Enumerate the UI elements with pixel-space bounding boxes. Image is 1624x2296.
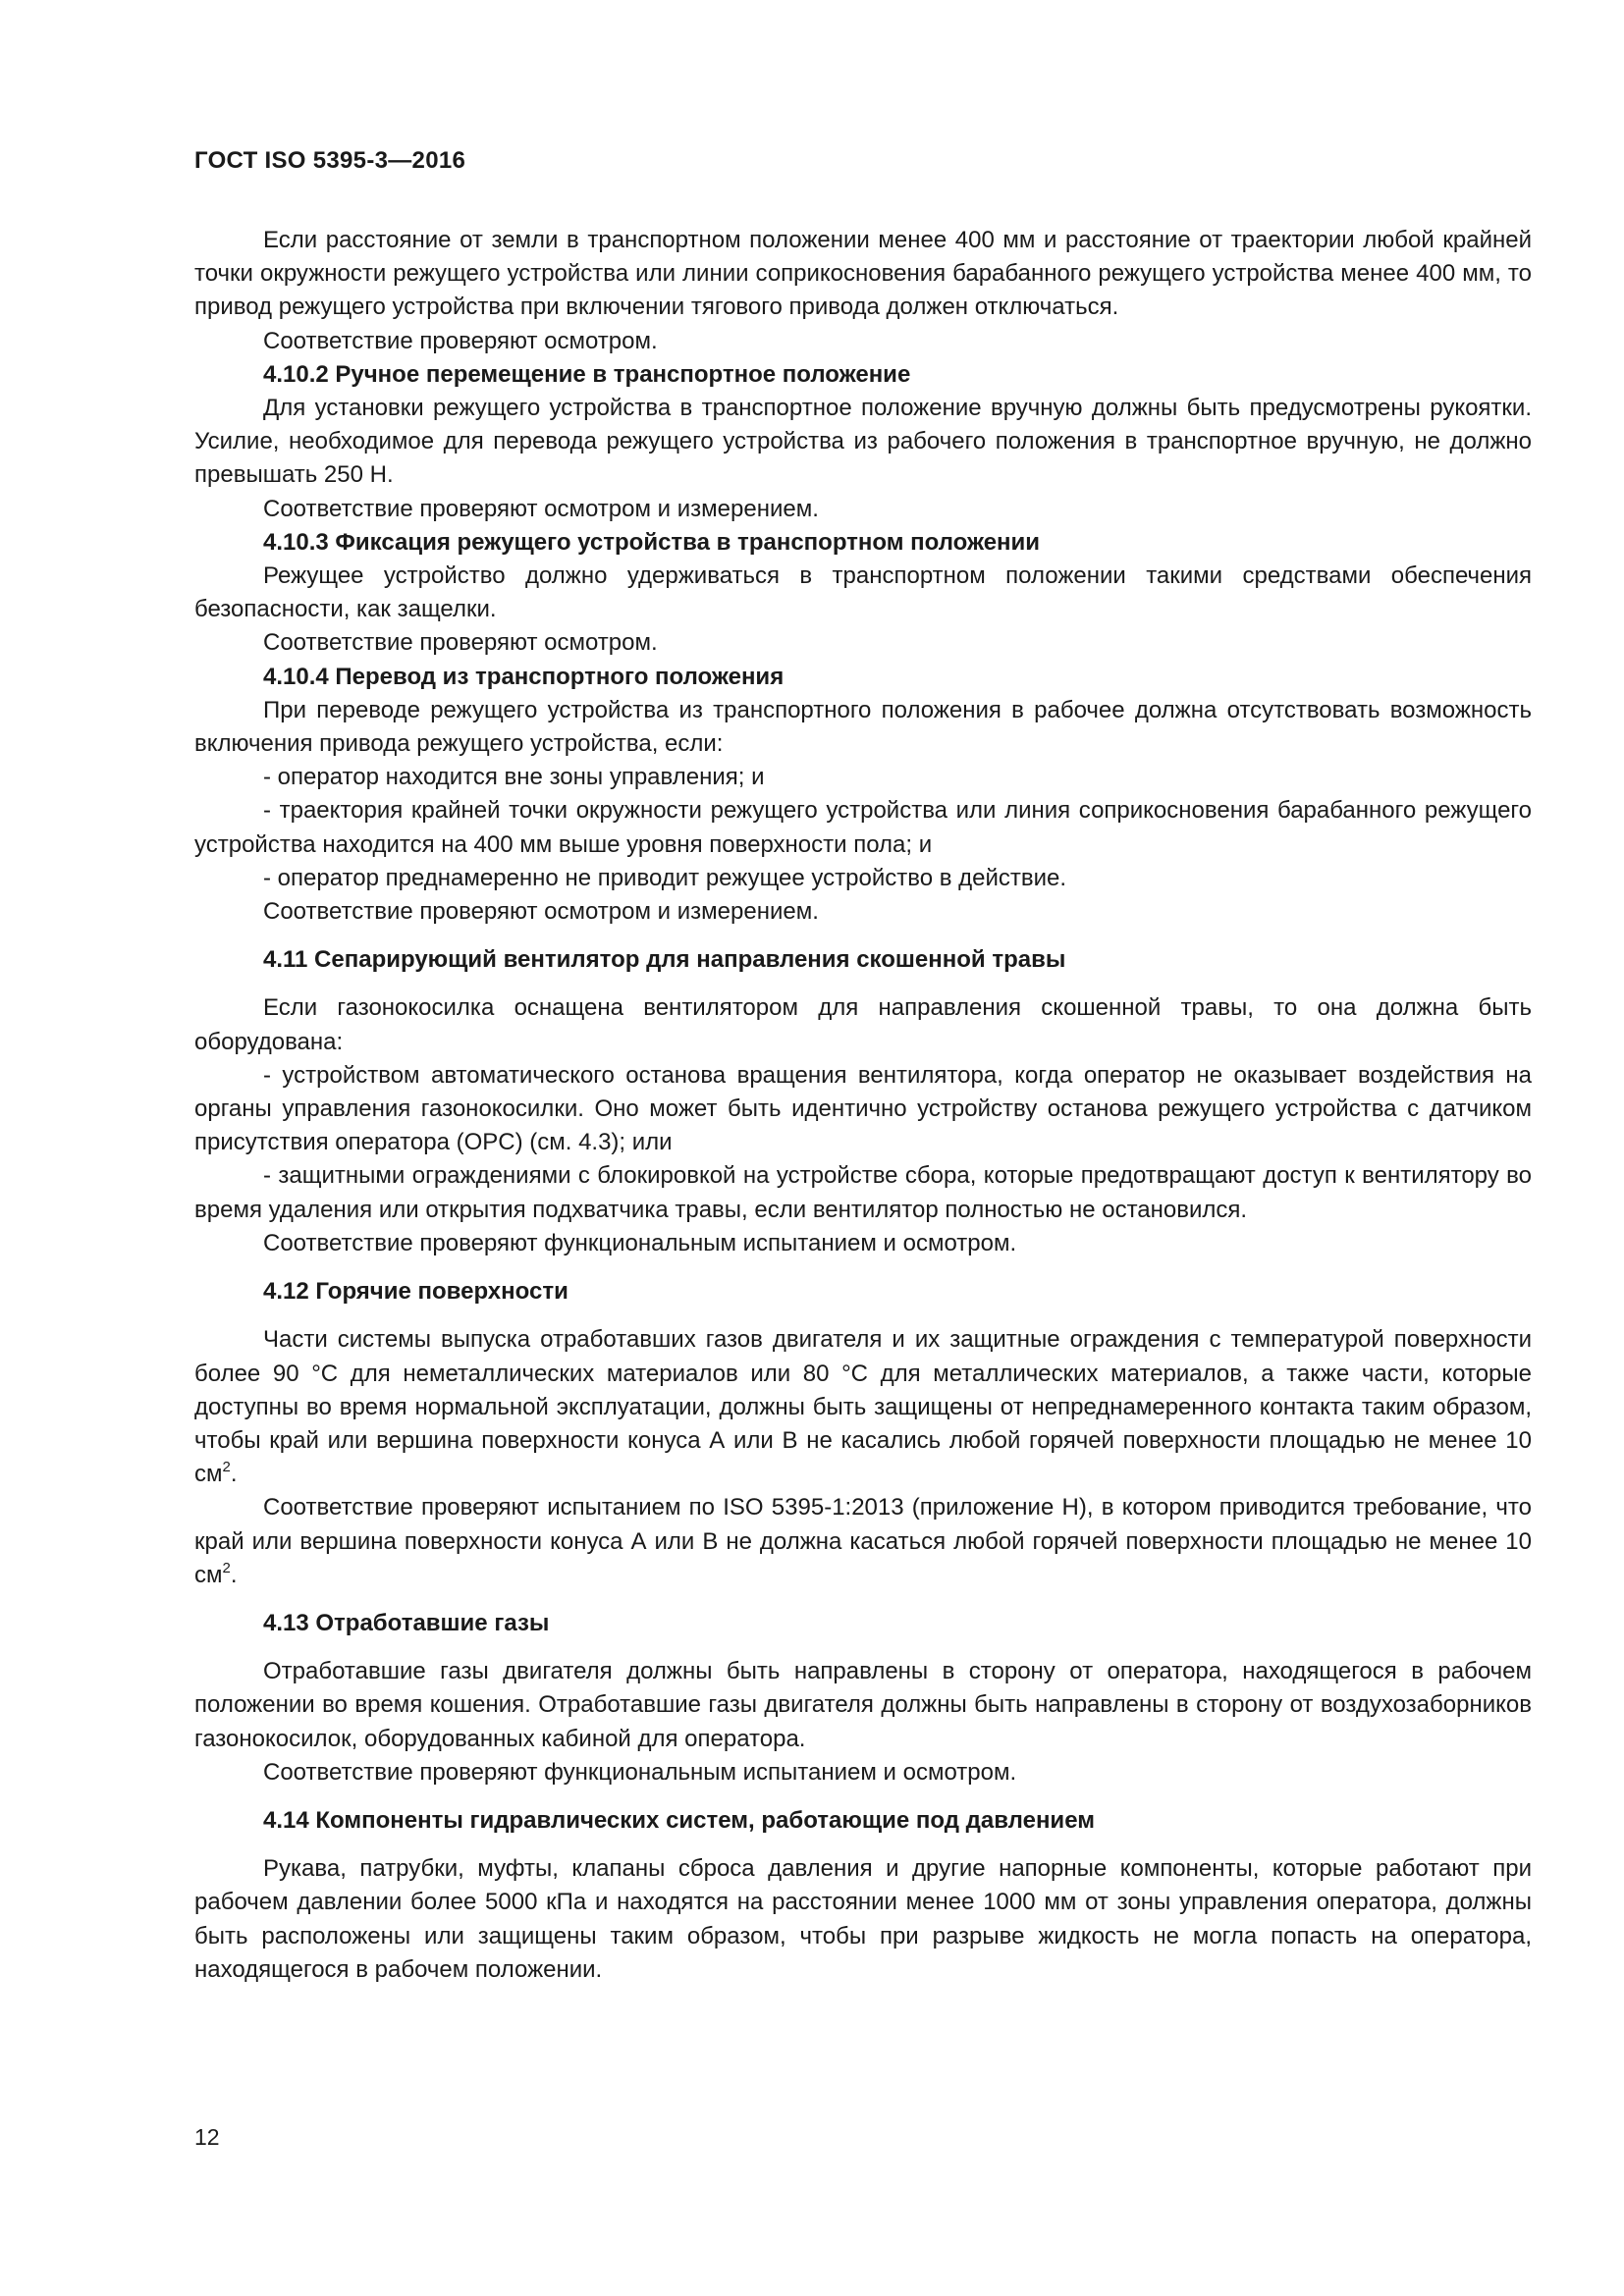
paragraph: Режущее устройство должно удерживаться в транспортном положении такими средствами обеспечения безопасности, как защелки.	[194, 562, 1532, 623]
list-item: - защитными ограждениями с блокировкой на устройстве сбора, которые предотвращают доступ к вентилятору во время удаления или открытия подхватчика травы, если вентилятор полностью не остановился.	[194, 1162, 1532, 1223]
paragraph: Рукава, патрубки, муфты, клапаны сброса давления и другие напорные компоненты, которые работают при рабочем давлении более 5000 кПа и находятся на расстоянии менее 1000 мм от зоны управления оператора, должны быть расположены или защищены таким образом, чтобы при разрыве жидкость не могла попасть на оператора, находящегося в рабочем положении.	[194, 1855, 1532, 1983]
paragraph	[194, 1323, 1532, 1491]
paragraph: Для установки режущего устройства в транспортное положение вручную должны быть предусмотрены рукоятки. Усилие, необходимое для перевода режущего устройства из рабочего положения в транспортное вручную, не должно превышать 250 Н.	[194, 395, 1532, 489]
paragraph-text: Части системы выпуска отработавших газов двигателя и их защитные ограждения с температурой поверхности более 90 °С для неметаллических материалов или 80 °С для металлических материалов, а также части, которые доступны во время нормальной эксплуатации, должны быть защищены от непреднамеренного контакта таким образом, чтобы край или вершина поверхности конуса А или В не касались любой горячей поверхности площадью не менее 10 см	[194, 1326, 1532, 1488]
paragraph	[194, 1491, 1532, 1592]
paragraph: Если газонокосилка оснащена вентилятором для направления скошенной травы, то она должна быть оборудована:	[194, 994, 1532, 1055]
paragraph: Соответствие проверяют функциональным испытанием и осмотром.	[263, 1229, 1017, 1256]
document-header-id: ГОСТ ISO 5395-3—2016	[194, 147, 466, 174]
paragraph: При переводе режущего устройства из транспортного положения в рабочее должна отсутствовать возможность включения привода режущего устройства, если:	[194, 696, 1532, 758]
paragraph-tail: .	[230, 1561, 238, 1588]
list-item: - устройством автоматического останова вращения вентилятора, когда оператор не оказывает воздействия на органы управления газонокосилки. Оно может быть идентично устройству останова режущего устройства с датчиком присутствия оператора (OPC) (см. 4.3); или	[194, 1061, 1532, 1156]
paragraph: Соответствие проверяют осмотром.	[263, 327, 658, 354]
subsection-heading: 4.10.2 Ручное перемещение в транспортное положение	[263, 360, 911, 388]
superscript: 2	[222, 1559, 231, 1576]
section-heading: 4.11 Сепарирующий вентилятор для направления скошенной травы	[263, 946, 1066, 974]
subsection-heading: 4.10.3 Фиксация режущего устройства в транспортном положении	[263, 528, 1041, 556]
document-body	[194, 224, 1532, 1987]
paragraph-tail: .	[230, 1461, 238, 1488]
list-item: - оператор преднамеренно не приводит режущее устройство в действие.	[263, 864, 1067, 891]
paragraph: Соответствие проверяют осмотром.	[263, 629, 658, 657]
section-heading: 4.13 Отработавшие газы	[263, 1609, 550, 1636]
section-heading: 4.12 Горячие поверхности	[263, 1278, 568, 1306]
list-item: - траектория крайней точки окружности режущего устройства или линия соприкосновения барабанного режущего устройства находится на 400 мм выше уровня поверхности пола; и	[194, 797, 1532, 858]
page-number: 12	[194, 2124, 220, 2150]
paragraph: Отработавшие газы двигателя должны быть направлены в сторону от оператора, находящегося в рабочем положении во время кошения. Отработавшие газы двигателя должны быть направлены в сторону от воздухозаборников газонокосилок, оборудованных кабиной для оператора.	[194, 1658, 1532, 1752]
list-item: - оператор находится вне зоны управления; и	[263, 764, 765, 791]
paragraph-text: Соответствие проверяют испытанием по ISO 5395-1:2013 (приложение Н), в котором приводится требование, что край или вершина поверхности конуса А или В не должна касаться любой горячей поверхности площадью не менее 10 см	[194, 1494, 1532, 1588]
paragraph: Соответствие проверяют осмотром и измерением.	[263, 898, 819, 926]
paragraph: Соответствие проверяют функциональным испытанием и осмотром.	[263, 1758, 1017, 1786]
superscript: 2	[222, 1459, 231, 1476]
paragraph: Если расстояние от земли в транспортном положении менее 400 мм и расстояние от траектории любой крайней точки окружности режущего устройства или линии соприкосновения барабанного режущего устройства менее 400 мм, то привод режущего устройства при включении тягового привода должен отключаться.	[194, 227, 1532, 321]
section-heading: 4.14 Компоненты гидравлических систем, работающие под давлением	[263, 1806, 1095, 1834]
paragraph: Соответствие проверяют осмотром и измерением.	[263, 495, 819, 522]
subsection-heading: 4.10.4 Перевод из транспортного положения	[263, 663, 785, 690]
